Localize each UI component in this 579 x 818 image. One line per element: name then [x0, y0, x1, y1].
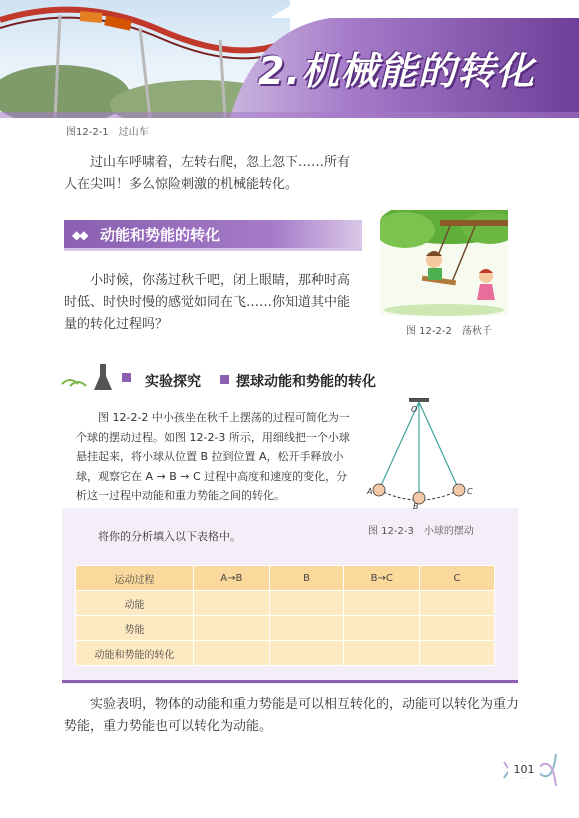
- point-c-label: C: [467, 487, 473, 496]
- table-row: [76, 641, 495, 666]
- swing-paragraph: 小时候，你荡过秋千吧，闭上眼睛，那种时高时低、时快时慢的感觉如同在飞……你知道其中能量的转化过程吗？: [64, 273, 351, 332]
- table-cell[interactable]: [420, 591, 495, 616]
- table-cell[interactable]: [269, 641, 344, 666]
- figure-caption-roller-coaster: 图12-2-1 过山车: [66, 127, 149, 138]
- table-header-cell: B→C: [344, 566, 420, 591]
- table-cell[interactable]: [193, 591, 269, 616]
- page-number: 101: [508, 762, 540, 778]
- table-header-row: [76, 566, 495, 591]
- experiment-box-border: [62, 680, 518, 683]
- table-cell[interactable]: [269, 591, 344, 616]
- experiment-instruction: 将你的分析填入以下表格中。: [98, 530, 241, 543]
- chapter-header: [0, 0, 579, 118]
- point-b-label: B: [413, 502, 419, 510]
- table-cell[interactable]: [344, 616, 420, 641]
- table-cell[interactable]: [344, 641, 420, 666]
- pendulum-diagram: [365, 398, 480, 510]
- table-cell[interactable]: [269, 616, 344, 641]
- table-row: [76, 591, 495, 616]
- point-o-label: O: [411, 405, 418, 414]
- intro-paragraph: 过山车呼啸着，左转右爬，忽上忽下……所有人在尖叫！多么惊险刺激的机械能转化。: [64, 155, 351, 192]
- table-cell[interactable]: [193, 616, 269, 641]
- section-title: 动能和势能的转化: [100, 226, 221, 244]
- experiment-label: 实验探究: [145, 374, 201, 390]
- diamond-icon: ◆◆: [72, 228, 87, 242]
- experiment-title: 摆球动能和势能的转化: [236, 374, 376, 390]
- table-cell[interactable]: [420, 616, 495, 641]
- analysis-table: [75, 565, 495, 666]
- table-row: [76, 616, 495, 641]
- table-header-cell: C: [420, 566, 495, 591]
- purple-square-icon: [220, 375, 229, 384]
- table-cell[interactable]: [420, 641, 495, 666]
- figure-caption-swing: 图 12-2-2 荡秋千: [406, 326, 492, 337]
- conclusion-paragraph: 实验表明，物体的动能和重力势能是可以相互转化的，动能可以转化为重力势能，重力势能也可以转化为动能。: [64, 697, 520, 734]
- beaker-icon: [60, 362, 140, 392]
- table-header-cell: A→B: [193, 566, 269, 591]
- table-cell[interactable]: [344, 591, 420, 616]
- table-row-label: 动能: [76, 591, 194, 616]
- table-header-cell: 运动过程: [76, 566, 194, 591]
- figure-caption-pendulum: 图 12-2-3 小球的摆动: [368, 526, 474, 537]
- table-row-label: 势能: [76, 616, 194, 641]
- experiment-paragraph: 图 12-2-2 中小孩坐在秋千上摆荡的过程可简化为一个球的摆动过程。如图 12-2-3 所示，用细线把一个小球悬挂起来，将小球从位置 B 拉到位置 A，松开手释放小球，观察它在 A → B → C 过程中高度和速度的变化，分析这一过程中动能和重力势能之间的转化。: [76, 411, 350, 502]
- point-a-label: A: [367, 487, 373, 496]
- chapter-title: 2.机械能的转化: [258, 49, 535, 93]
- table-cell[interactable]: [193, 641, 269, 666]
- table-header-cell: B: [269, 566, 344, 591]
- table-row-label: 动能和势能的转化: [76, 641, 194, 666]
- swing-illustration: [380, 210, 508, 316]
